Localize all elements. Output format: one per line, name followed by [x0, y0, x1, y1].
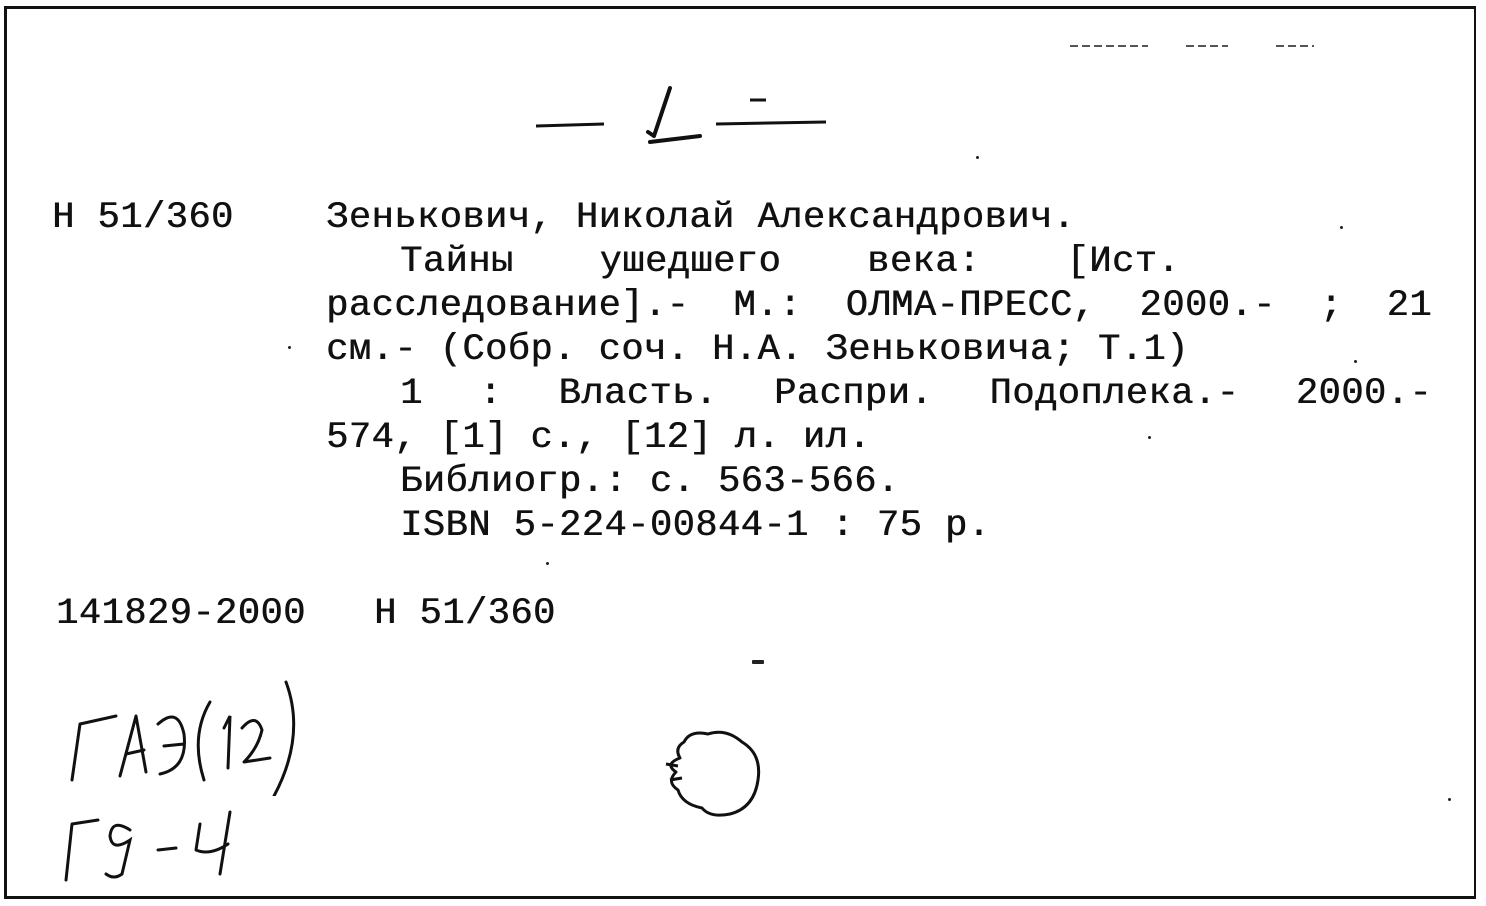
- stamp-outline: [656, 724, 772, 824]
- volume-word: Распри.: [773, 373, 933, 415]
- handwritten-note-2: [60, 800, 260, 890]
- title-word: Тайны: [400, 241, 514, 283]
- bibliography-note: Библиогр.: с. 563-566.: [400, 461, 900, 503]
- title-word: 2000.-: [1139, 285, 1276, 327]
- top-right-dashes: [1066, 40, 1326, 54]
- title-word: М.:: [733, 285, 802, 327]
- title-word: ушедшего: [599, 241, 782, 283]
- shelf-mark-footer: Н 51/360: [374, 593, 556, 635]
- title-word: века:: [867, 241, 981, 283]
- scan-dash: [752, 660, 764, 664]
- scan-speck: [1340, 226, 1343, 229]
- isbn-line: ISBN 5-224-00844-1 : 75 р.: [400, 505, 991, 547]
- scan-speck: [976, 156, 979, 159]
- volume-word: Подоплека.-: [989, 373, 1240, 415]
- title-word: ;: [1319, 285, 1343, 327]
- title-line-2: [326, 284, 1432, 328]
- title-word: [Ист.: [1066, 241, 1180, 283]
- scan-speck: [288, 346, 291, 349]
- scan-speck: [1448, 798, 1451, 801]
- scan-speck: [1148, 436, 1151, 439]
- title-line-3: см.- (Собр. соч. Н.А. Зеньковича; Т.1): [326, 329, 1189, 371]
- title-word: расследование].-: [326, 285, 690, 327]
- scan-speck: [546, 562, 549, 565]
- volume-line-2: 574, [1] с., [12] л. ил.: [326, 417, 871, 459]
- volume-word: :: [479, 373, 502, 415]
- scan-speck: [1354, 360, 1357, 363]
- inventory-number: 141829-2000: [56, 593, 306, 635]
- volume-word: 2000.-: [1295, 373, 1432, 415]
- handwritten-note-1: [60, 676, 310, 796]
- author-heading: Зенькович, Николай Александрович.: [326, 197, 1076, 239]
- shelf-mark: Н 51/360: [52, 197, 234, 239]
- volume-word: Власть.: [558, 373, 718, 415]
- title-line-1: [400, 240, 1180, 284]
- volume-line-1: [400, 372, 1432, 416]
- title-word: 21: [1386, 285, 1432, 327]
- title-word: ОЛМА-ПРЕСС,: [845, 285, 1096, 327]
- page-number-mark: [530, 78, 840, 148]
- volume-word: 1: [400, 373, 423, 415]
